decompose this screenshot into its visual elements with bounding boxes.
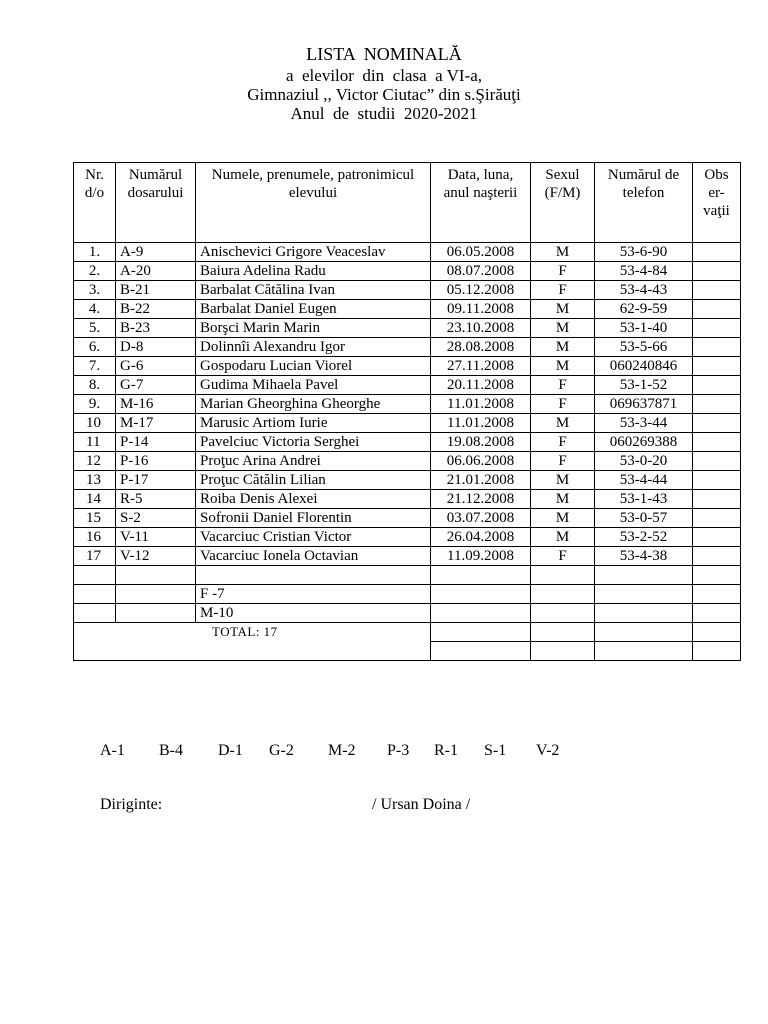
file-letter-count: B-4 [159, 742, 183, 759]
table-cell: M [531, 357, 595, 376]
table-cell: Vacarciuc Cristian Victor [196, 528, 431, 547]
table-cell [693, 319, 741, 338]
table-cell: 060240846 [595, 357, 693, 376]
column-header: Numărul dosarului [116, 163, 196, 243]
file-letter-count: V-2 [536, 742, 560, 759]
table-cell [531, 642, 595, 661]
table-cell [693, 300, 741, 319]
table-cell [116, 585, 196, 604]
table-cell: 17 [74, 547, 116, 566]
table-cell [693, 281, 741, 300]
table-cell: P-17 [116, 471, 196, 490]
table-cell: 060269388 [595, 433, 693, 452]
table-cell: M-10 [196, 604, 431, 623]
file-letter-count: R-1 [434, 742, 458, 759]
table-cell: F [531, 452, 595, 471]
table-cell: 23.10.2008 [431, 319, 531, 338]
table-cell: 069637871 [595, 395, 693, 414]
table-cell: 11 [74, 433, 116, 452]
table-cell: F [531, 262, 595, 281]
table-row [74, 281, 741, 300]
table-cell [595, 642, 693, 661]
table-cell: B-21 [116, 281, 196, 300]
table-cell: 6. [74, 338, 116, 357]
table-cell [693, 604, 741, 623]
table-cell: 9. [74, 395, 116, 414]
table-row [74, 490, 741, 509]
table-cell: 53-5-66 [595, 338, 693, 357]
column-header: Numărul de telefon [595, 163, 693, 243]
table-cell: P-16 [116, 452, 196, 471]
table-cell: M [531, 338, 595, 357]
table-cell: Gudima Mihaela Pavel [196, 376, 431, 395]
table-cell [431, 623, 531, 642]
table-row [74, 547, 741, 566]
table-header-row [74, 163, 741, 243]
table-cell: Barbalat Cătălina Ivan [196, 281, 431, 300]
table-cell: M [531, 243, 595, 262]
table-cell: 26.04.2008 [431, 528, 531, 547]
table-cell: F [531, 433, 595, 452]
table-row [74, 471, 741, 490]
table-cell [693, 547, 741, 566]
table-cell: A-20 [116, 262, 196, 281]
table-cell [693, 471, 741, 490]
table-cell: F [531, 376, 595, 395]
table-cell [595, 623, 693, 642]
column-header: Sexul (F/M) [531, 163, 595, 243]
table-cell [531, 566, 595, 585]
table-cell [693, 566, 741, 585]
document-subtitle: a elevilor din clasa a VI-a, [285, 66, 483, 85]
table-cell: M [531, 300, 595, 319]
table-cell: 53-4-44 [595, 471, 693, 490]
table-row [74, 433, 741, 452]
table-cell: Barbalat Daniel Eugen [196, 300, 431, 319]
table-row [74, 376, 741, 395]
table-cell: 1. [74, 243, 116, 262]
table-cell: Gospodaru Lucian Viorel [196, 357, 431, 376]
table-cell: M [531, 414, 595, 433]
table-cell: M-16 [116, 395, 196, 414]
column-header: Numele, prenumele, patronimicul elevului [196, 163, 431, 243]
table-cell [531, 623, 595, 642]
table-cell: 08.07.2008 [431, 262, 531, 281]
file-letter-count: D-1 [218, 742, 243, 759]
table-cell: M [531, 528, 595, 547]
table-cell: S-2 [116, 509, 196, 528]
table-cell: Sofronii Daniel Florentin [196, 509, 431, 528]
table-cell: M-17 [116, 414, 196, 433]
table-cell: Proţuc Arina Andrei [196, 452, 431, 471]
summary-row-male [74, 604, 741, 623]
table-cell [74, 566, 116, 585]
table-row [74, 395, 741, 414]
table-cell: M [531, 490, 595, 509]
table-cell: 11.01.2008 [431, 395, 531, 414]
table-cell: 13 [74, 471, 116, 490]
table-cell: R-5 [116, 490, 196, 509]
table-cell: 53-1-43 [595, 490, 693, 509]
column-header: Nr. d/o [74, 163, 116, 243]
table-row [74, 338, 741, 357]
file-letter-count: G-2 [269, 742, 294, 759]
signature-label: Diriginte: [100, 796, 163, 813]
school-name: Gimnaziul ,, Victor Ciutac” din s.Şirăuţi [247, 85, 521, 104]
table-cell [531, 604, 595, 623]
document-title: LISTA NOMINALĂ [306, 44, 462, 64]
table-row [74, 262, 741, 281]
table-cell [693, 357, 741, 376]
table-cell [196, 566, 431, 585]
table-cell: F -7 [196, 585, 431, 604]
table-cell: 53-0-20 [595, 452, 693, 471]
file-letter-count: A-1 [100, 742, 125, 759]
table-cell [693, 509, 741, 528]
table-cell: 06.06.2008 [431, 452, 531, 471]
table-cell: 10 [74, 414, 116, 433]
table-cell: F [531, 281, 595, 300]
table-cell: 06.05.2008 [431, 243, 531, 262]
table-cell: A-9 [116, 243, 196, 262]
table-cell: 53-4-43 [595, 281, 693, 300]
table-cell [595, 566, 693, 585]
file-letter-count: S-1 [484, 742, 507, 759]
table-cell: 53-4-84 [595, 262, 693, 281]
table-row [74, 509, 741, 528]
table-cell [693, 528, 741, 547]
table-cell: B-23 [116, 319, 196, 338]
table-cell: 12 [74, 452, 116, 471]
table-cell: 53-4-38 [595, 547, 693, 566]
table-cell: Proţuc Cătălin Lilian [196, 471, 431, 490]
table-cell: F [531, 547, 595, 566]
table-cell: TOTAL: 17 [74, 623, 431, 661]
table-row [74, 357, 741, 376]
table-cell: 4. [74, 300, 116, 319]
table-cell: 19.08.2008 [431, 433, 531, 452]
student-list-table [73, 162, 741, 661]
table-cell: 53-6-90 [595, 243, 693, 262]
table-cell: 20.11.2008 [431, 376, 531, 395]
table-cell: M [531, 319, 595, 338]
table-cell: 62-9-59 [595, 300, 693, 319]
table-row [74, 566, 741, 585]
table-cell [693, 585, 741, 604]
table-cell [595, 604, 693, 623]
total-row [74, 623, 741, 642]
table-cell [74, 585, 116, 604]
file-letter-count: M-2 [328, 742, 356, 759]
table-cell: 09.11.2008 [431, 300, 531, 319]
table-cell: V-11 [116, 528, 196, 547]
table-cell [693, 452, 741, 471]
table-cell: 11.01.2008 [431, 414, 531, 433]
table-cell: 53-2-52 [595, 528, 693, 547]
table-cell: 53-3-44 [595, 414, 693, 433]
table-cell: 16 [74, 528, 116, 547]
table-cell: Marian Gheorghina Gheorghe [196, 395, 431, 414]
school-year: Anul de studii 2020-2021 [290, 104, 478, 123]
summary-row-female [74, 585, 741, 604]
table-cell: Baiura Adelina Radu [196, 262, 431, 281]
table-cell [116, 566, 196, 585]
table-cell: 7. [74, 357, 116, 376]
table-cell [693, 395, 741, 414]
table-cell: 53-1-52 [595, 376, 693, 395]
table-cell: Roiba Denis Alexei [196, 490, 431, 509]
table-cell: 05.12.2008 [431, 281, 531, 300]
table-cell [693, 243, 741, 262]
table-row [74, 528, 741, 547]
table-cell [693, 623, 741, 642]
table-cell: V-12 [116, 547, 196, 566]
table-cell: 21.01.2008 [431, 471, 531, 490]
table-row [74, 300, 741, 319]
table-cell: M [531, 471, 595, 490]
table-cell [693, 414, 741, 433]
table-cell [431, 642, 531, 661]
table-cell [693, 433, 741, 452]
table-cell: 53-1-40 [595, 319, 693, 338]
table-cell: Borşci Marin Marin [196, 319, 431, 338]
table-cell: Marusic Artiom Iurie [196, 414, 431, 433]
column-header: Obs er- vaţii [693, 163, 741, 243]
table-cell [693, 490, 741, 509]
table-cell [116, 604, 196, 623]
table-cell: F [531, 395, 595, 414]
table-cell: P-14 [116, 433, 196, 452]
table-cell [431, 604, 531, 623]
table-cell: 8. [74, 376, 116, 395]
table-cell: 28.08.2008 [431, 338, 531, 357]
table-cell [74, 604, 116, 623]
table-cell: 27.11.2008 [431, 357, 531, 376]
table-cell: M [531, 509, 595, 528]
table-cell: Dolinnîi Alexandru Igor [196, 338, 431, 357]
table-cell [431, 566, 531, 585]
table-cell: G-7 [116, 376, 196, 395]
table-row [74, 319, 741, 338]
table-cell [693, 642, 741, 661]
table-row [74, 243, 741, 262]
table-cell: 03.07.2008 [431, 509, 531, 528]
table-cell [693, 262, 741, 281]
table-cell: Vacarciuc Ionela Octavian [196, 547, 431, 566]
column-header: Data, luna, anul naşterii [431, 163, 531, 243]
table-cell: B-22 [116, 300, 196, 319]
table-cell: 11.09.2008 [431, 547, 531, 566]
table-cell [693, 376, 741, 395]
table-cell: G-6 [116, 357, 196, 376]
table-cell: 15 [74, 509, 116, 528]
table-row [74, 452, 741, 471]
table-cell: 14 [74, 490, 116, 509]
table-cell: 21.12.2008 [431, 490, 531, 509]
table-cell: 53-0-57 [595, 509, 693, 528]
table-cell: 5. [74, 319, 116, 338]
table-cell: Anischevici Grigore Veaceslav [196, 243, 431, 262]
signature-name: / Ursan Doina / [372, 796, 471, 813]
table-cell: D-8 [116, 338, 196, 357]
file-letter-count: P-3 [387, 742, 410, 759]
table-cell [431, 585, 531, 604]
table-cell [595, 585, 693, 604]
table-cell [531, 585, 595, 604]
table-cell: 3. [74, 281, 116, 300]
table-cell [693, 338, 741, 357]
table-cell: Pavelciuc Victoria Serghei [196, 433, 431, 452]
table-row [74, 414, 741, 433]
table-cell: 2. [74, 262, 116, 281]
